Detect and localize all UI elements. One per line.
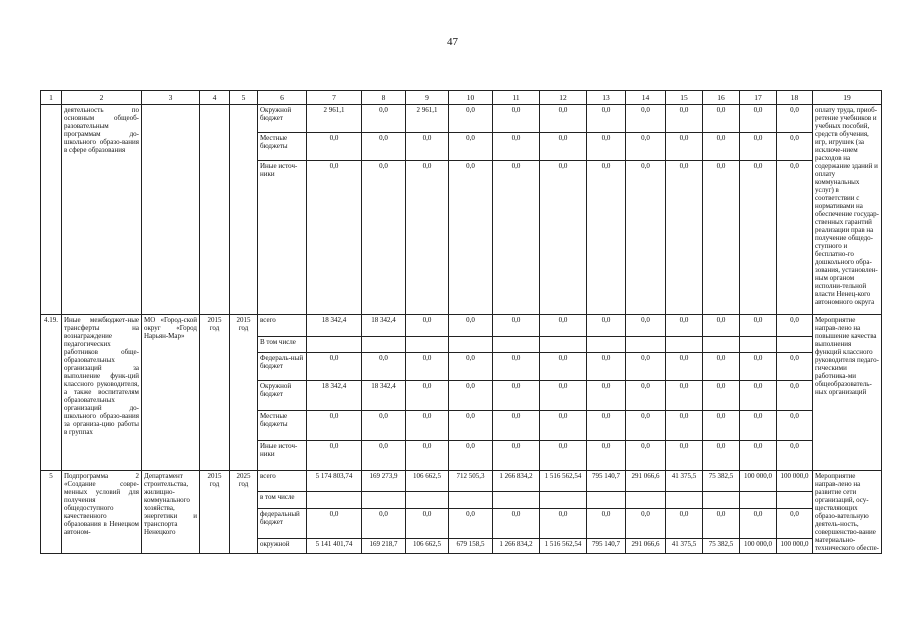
amount-cell: 0,0 bbox=[406, 411, 449, 441]
amount-cell: 0,0 bbox=[540, 105, 587, 133]
page-number: 47 bbox=[447, 36, 458, 48]
row-number: 5 bbox=[41, 471, 62, 554]
amount-cell: 0,0 bbox=[626, 105, 666, 133]
amount-cell: 0,0 bbox=[362, 509, 406, 539]
amount-cell bbox=[307, 337, 362, 353]
amount-cell: 0,0 bbox=[540, 315, 587, 337]
amount-cell: 0,0 bbox=[703, 441, 740, 471]
amount-cell: 0,0 bbox=[740, 509, 777, 539]
column-header: 12 bbox=[540, 91, 587, 105]
table-row bbox=[41, 105, 882, 133]
amount-cell: 0,0 bbox=[493, 133, 540, 161]
amount-cell: 0,0 bbox=[493, 381, 540, 411]
amount-cell: 0,0 bbox=[587, 133, 626, 161]
funding-source: всего bbox=[258, 315, 307, 337]
amount-cell: 0,0 bbox=[666, 105, 703, 133]
amount-cell: 0,0 bbox=[703, 353, 740, 381]
measure-note: Мероприятие направ-лено на развитие сети организаций, осу-ществляющих образо-вательную деятель-ность, совершенство-вание материально-технического обеспе- bbox=[813, 471, 882, 554]
amount-cell: 0,0 bbox=[626, 353, 666, 381]
measure-name: деятельность по основным общеоб-разовательным программам до-школьного образо-вания в сфере образования bbox=[62, 105, 142, 315]
amount-cell bbox=[307, 492, 362, 509]
amount-cell: 75 382,5 bbox=[703, 471, 740, 492]
column-header: 11 bbox=[493, 91, 540, 105]
amount-cell: 712 505,3 bbox=[449, 471, 493, 492]
row-number bbox=[41, 105, 62, 315]
amount-cell: 169 273,9 bbox=[362, 471, 406, 492]
amount-cell: 0,0 bbox=[307, 441, 362, 471]
program-table bbox=[40, 90, 882, 554]
amount-cell: 18 342,4 bbox=[362, 315, 406, 337]
amount-cell: 0,0 bbox=[493, 105, 540, 133]
amount-cell: 0,0 bbox=[540, 411, 587, 441]
funding-source: В том числе bbox=[258, 337, 307, 353]
end-year: 2025 год bbox=[230, 471, 258, 554]
amount-cell bbox=[362, 337, 406, 353]
funding-source: Окружной бюджет bbox=[258, 105, 307, 133]
column-header: 1 bbox=[41, 91, 62, 105]
amount-cell: 0,0 bbox=[540, 509, 587, 539]
amount-cell: 1 266 834,2 bbox=[493, 539, 540, 554]
amount-cell: 0,0 bbox=[666, 133, 703, 161]
amount-cell: 2 961,1 bbox=[307, 105, 362, 133]
amount-cell: 0,0 bbox=[666, 411, 703, 441]
column-header: 3 bbox=[142, 91, 200, 105]
amount-cell bbox=[493, 492, 540, 509]
amount-cell: 106 662,5 bbox=[406, 539, 449, 554]
amount-cell: 0,0 bbox=[362, 411, 406, 441]
column-header-row bbox=[41, 91, 882, 105]
amount-cell: 0,0 bbox=[362, 161, 406, 315]
amount-cell: 0,0 bbox=[777, 381, 813, 411]
amount-cell: 0,0 bbox=[449, 161, 493, 315]
column-header: 9 bbox=[406, 91, 449, 105]
amount-cell: 100 000,0 bbox=[740, 471, 777, 492]
amount-cell: 0,0 bbox=[666, 441, 703, 471]
amount-cell: 0,0 bbox=[666, 353, 703, 381]
amount-cell: 0,0 bbox=[740, 133, 777, 161]
table-row bbox=[41, 471, 882, 492]
amount-cell: 0,0 bbox=[587, 509, 626, 539]
amount-cell: 5 141 401,74 bbox=[307, 539, 362, 554]
amount-cell: 0,0 bbox=[493, 509, 540, 539]
funding-source: в том числе bbox=[258, 492, 307, 509]
amount-cell: 0,0 bbox=[777, 105, 813, 133]
column-header: 2 bbox=[62, 91, 142, 105]
amount-cell bbox=[449, 337, 493, 353]
amount-cell: 0,0 bbox=[587, 105, 626, 133]
amount-cell: 0,0 bbox=[777, 133, 813, 161]
amount-cell: 0,0 bbox=[740, 381, 777, 411]
amount-cell: 0,0 bbox=[362, 441, 406, 471]
amount-cell: 795 140,7 bbox=[587, 539, 626, 554]
amount-cell: 106 662,5 bbox=[406, 471, 449, 492]
amount-cell bbox=[740, 337, 777, 353]
amount-cell: 0,0 bbox=[362, 105, 406, 133]
amount-cell: 0,0 bbox=[666, 161, 703, 315]
amount-cell: 0,0 bbox=[777, 411, 813, 441]
executor: МО «Город-ской округ «Город Нарьян-Мар» bbox=[142, 315, 200, 471]
row-number: 4.19. bbox=[41, 315, 62, 471]
amount-cell: 0,0 bbox=[406, 441, 449, 471]
amount-cell: 0,0 bbox=[703, 315, 740, 337]
amount-cell: 0,0 bbox=[626, 133, 666, 161]
column-header: 13 bbox=[587, 91, 626, 105]
amount-cell: 1 516 562,54 bbox=[540, 539, 587, 554]
amount-cell: 0,0 bbox=[493, 315, 540, 337]
amount-cell: 0,0 bbox=[666, 315, 703, 337]
amount-cell: 0,0 bbox=[406, 133, 449, 161]
amount-cell: 0,0 bbox=[703, 381, 740, 411]
amount-cell: 0,0 bbox=[449, 315, 493, 337]
column-header: 15 bbox=[666, 91, 703, 105]
measure-name: Иные межбюджет-ные трансферты на вознаграждение педагогических работников обще-образовательных организаций за выполнение функ-ций классного руководителя, а также воспитателям образовательных организаций до-школьного образо-вания за организа-цию работы в группах bbox=[62, 315, 142, 471]
amount-cell: 18 342,4 bbox=[307, 381, 362, 411]
amount-cell: 0,0 bbox=[449, 441, 493, 471]
amount-cell: 0,0 bbox=[406, 353, 449, 381]
amount-cell: 0,0 bbox=[362, 133, 406, 161]
amount-cell bbox=[740, 492, 777, 509]
amount-cell: 100 000,0 bbox=[777, 471, 813, 492]
funding-source: федеральный бюджет bbox=[258, 509, 307, 539]
amount-cell bbox=[703, 492, 740, 509]
amount-cell: 1 266 834,2 bbox=[493, 471, 540, 492]
amount-cell: 0,0 bbox=[493, 161, 540, 315]
amount-cell bbox=[406, 492, 449, 509]
funding-source: всего bbox=[258, 471, 307, 492]
amount-cell: 795 140,7 bbox=[587, 471, 626, 492]
amount-cell: 0,0 bbox=[540, 353, 587, 381]
amount-cell bbox=[362, 492, 406, 509]
column-header: 6 bbox=[258, 91, 307, 105]
amount-cell: 0,0 bbox=[777, 509, 813, 539]
amount-cell: 2 961,1 bbox=[406, 105, 449, 133]
amount-cell bbox=[493, 337, 540, 353]
column-header: 16 bbox=[703, 91, 740, 105]
amount-cell: 0,0 bbox=[626, 161, 666, 315]
funding-source: Местные бюджеты bbox=[258, 411, 307, 441]
amount-cell bbox=[703, 337, 740, 353]
amount-cell: 41 375,5 bbox=[666, 539, 703, 554]
funding-source: Окружной бюджет bbox=[258, 381, 307, 411]
amount-cell: 0,0 bbox=[307, 411, 362, 441]
funding-source: Федераль-ный бюджет bbox=[258, 353, 307, 381]
column-header: 8 bbox=[362, 91, 406, 105]
amount-cell bbox=[406, 337, 449, 353]
amount-cell: 0,0 bbox=[587, 353, 626, 381]
amount-cell: 0,0 bbox=[307, 133, 362, 161]
amount-cell bbox=[587, 492, 626, 509]
amount-cell: 0,0 bbox=[777, 315, 813, 337]
start-year: 2015 год bbox=[200, 471, 230, 554]
amount-cell: 0,0 bbox=[406, 381, 449, 411]
column-header: 18 bbox=[777, 91, 813, 105]
amount-cell bbox=[777, 337, 813, 353]
amount-cell: 0,0 bbox=[307, 353, 362, 381]
amount-cell: 0,0 bbox=[449, 411, 493, 441]
amount-cell bbox=[540, 337, 587, 353]
amount-cell: 0,0 bbox=[449, 381, 493, 411]
funding-source: Местные бюджеты bbox=[258, 133, 307, 161]
amount-cell: 0,0 bbox=[307, 509, 362, 539]
amount-cell: 0,0 bbox=[626, 509, 666, 539]
start-year bbox=[200, 105, 230, 315]
amount-cell: 0,0 bbox=[587, 411, 626, 441]
start-year: 2015 год bbox=[200, 315, 230, 471]
amount-cell: 0,0 bbox=[740, 161, 777, 315]
column-header: 10 bbox=[449, 91, 493, 105]
measure-name: Подпрограмма 2 «Создание совре-менных условий для получения общедоступного качественного образования в Ненецком автоном- bbox=[62, 471, 142, 554]
column-header: 17 bbox=[740, 91, 777, 105]
amount-cell bbox=[587, 337, 626, 353]
funding-source: Иные источ-ники bbox=[258, 441, 307, 471]
executor: Департамент строительства, жилищно-коммунального хозяйства, энергетики и транспорта Ненецкого bbox=[142, 471, 200, 554]
amount-cell: 0,0 bbox=[703, 133, 740, 161]
end-year: 2015 год bbox=[230, 315, 258, 471]
amount-cell: 18 342,4 bbox=[307, 315, 362, 337]
column-header: 7 bbox=[307, 91, 362, 105]
amount-cell: 0,0 bbox=[449, 509, 493, 539]
amount-cell: 0,0 bbox=[740, 315, 777, 337]
amount-cell bbox=[449, 492, 493, 509]
amount-cell bbox=[666, 337, 703, 353]
amount-cell: 0,0 bbox=[703, 105, 740, 133]
amount-cell: 100 000,0 bbox=[740, 539, 777, 554]
amount-cell: 0,0 bbox=[449, 133, 493, 161]
measure-note: Мероприятие направ-лено на повышение качества выполнения функций классного руководителя педаго-гическими работника-ми общеобразователь-ных организаций bbox=[813, 315, 882, 471]
amount-cell: 0,0 bbox=[777, 441, 813, 471]
amount-cell: 679 158,5 bbox=[449, 539, 493, 554]
amount-cell bbox=[777, 492, 813, 509]
amount-cell bbox=[626, 492, 666, 509]
amount-cell: 0,0 bbox=[540, 441, 587, 471]
amount-cell: 0,0 bbox=[703, 161, 740, 315]
amount-cell: 0,0 bbox=[703, 509, 740, 539]
amount-cell: 0,0 bbox=[540, 133, 587, 161]
amount-cell: 0,0 bbox=[493, 411, 540, 441]
amount-cell: 0,0 bbox=[449, 353, 493, 381]
amount-cell: 0,0 bbox=[740, 353, 777, 381]
amount-cell: 0,0 bbox=[307, 161, 362, 315]
amount-cell: 0,0 bbox=[449, 105, 493, 133]
amount-cell: 0,0 bbox=[406, 315, 449, 337]
column-header: 14 bbox=[626, 91, 666, 105]
column-header: 19 bbox=[813, 91, 882, 105]
amount-cell bbox=[626, 337, 666, 353]
amount-cell: 0,0 bbox=[777, 353, 813, 381]
amount-cell: 0,0 bbox=[626, 411, 666, 441]
amount-cell: 0,0 bbox=[406, 509, 449, 539]
amount-cell: 100 000,0 bbox=[777, 539, 813, 554]
end-year bbox=[230, 105, 258, 315]
amount-cell: 18 342,4 bbox=[362, 381, 406, 411]
amount-cell: 0,0 bbox=[540, 161, 587, 315]
amount-cell: 0,0 bbox=[740, 441, 777, 471]
amount-cell: 0,0 bbox=[587, 161, 626, 315]
amount-cell: 0,0 bbox=[666, 381, 703, 411]
amount-cell: 75 382,5 bbox=[703, 539, 740, 554]
column-header: 4 bbox=[200, 91, 230, 105]
amount-cell: 0,0 bbox=[740, 411, 777, 441]
amount-cell bbox=[540, 492, 587, 509]
amount-cell: 0,0 bbox=[666, 509, 703, 539]
amount-cell: 291 066,6 bbox=[626, 471, 666, 492]
funding-source: окружной bbox=[258, 539, 307, 554]
measure-note: оплату труда, приоб-ретение учебников и учебных пособий, средств обучения, игр, игрушек (за исключе-нием расходов на содержание зданий и оплату коммунальных услуг) в соответствии с нормативами на обеспечение государ-ственных гарантий реализации прав на получение общедо-ступного и бесплатно-го дошкольного обра-зования, установлен-ным органом исполни-тельной власти Ненец-кого автономного округа bbox=[813, 105, 882, 315]
amount-cell: 0,0 bbox=[406, 161, 449, 315]
table-row bbox=[41, 315, 882, 337]
amount-cell bbox=[666, 492, 703, 509]
amount-cell: 0,0 bbox=[493, 441, 540, 471]
amount-cell: 0,0 bbox=[540, 381, 587, 411]
amount-cell: 0,0 bbox=[587, 441, 626, 471]
amount-cell: 0,0 bbox=[362, 353, 406, 381]
amount-cell: 0,0 bbox=[626, 441, 666, 471]
amount-cell: 0,0 bbox=[493, 353, 540, 381]
amount-cell: 169 218,7 bbox=[362, 539, 406, 554]
funding-source: Иные источ-ники bbox=[258, 161, 307, 315]
amount-cell: 0,0 bbox=[626, 315, 666, 337]
executor bbox=[142, 105, 200, 315]
amount-cell: 5 174 803,74 bbox=[307, 471, 362, 492]
amount-cell: 41 375,5 bbox=[666, 471, 703, 492]
amount-cell: 0,0 bbox=[777, 161, 813, 315]
amount-cell: 0,0 bbox=[587, 315, 626, 337]
amount-cell: 1 516 562,54 bbox=[540, 471, 587, 492]
column-header: 5 bbox=[230, 91, 258, 105]
amount-cell: 291 066,6 bbox=[626, 539, 666, 554]
amount-cell: 0,0 bbox=[703, 411, 740, 441]
amount-cell: 0,0 bbox=[587, 381, 626, 411]
amount-cell: 0,0 bbox=[626, 381, 666, 411]
amount-cell: 0,0 bbox=[740, 105, 777, 133]
